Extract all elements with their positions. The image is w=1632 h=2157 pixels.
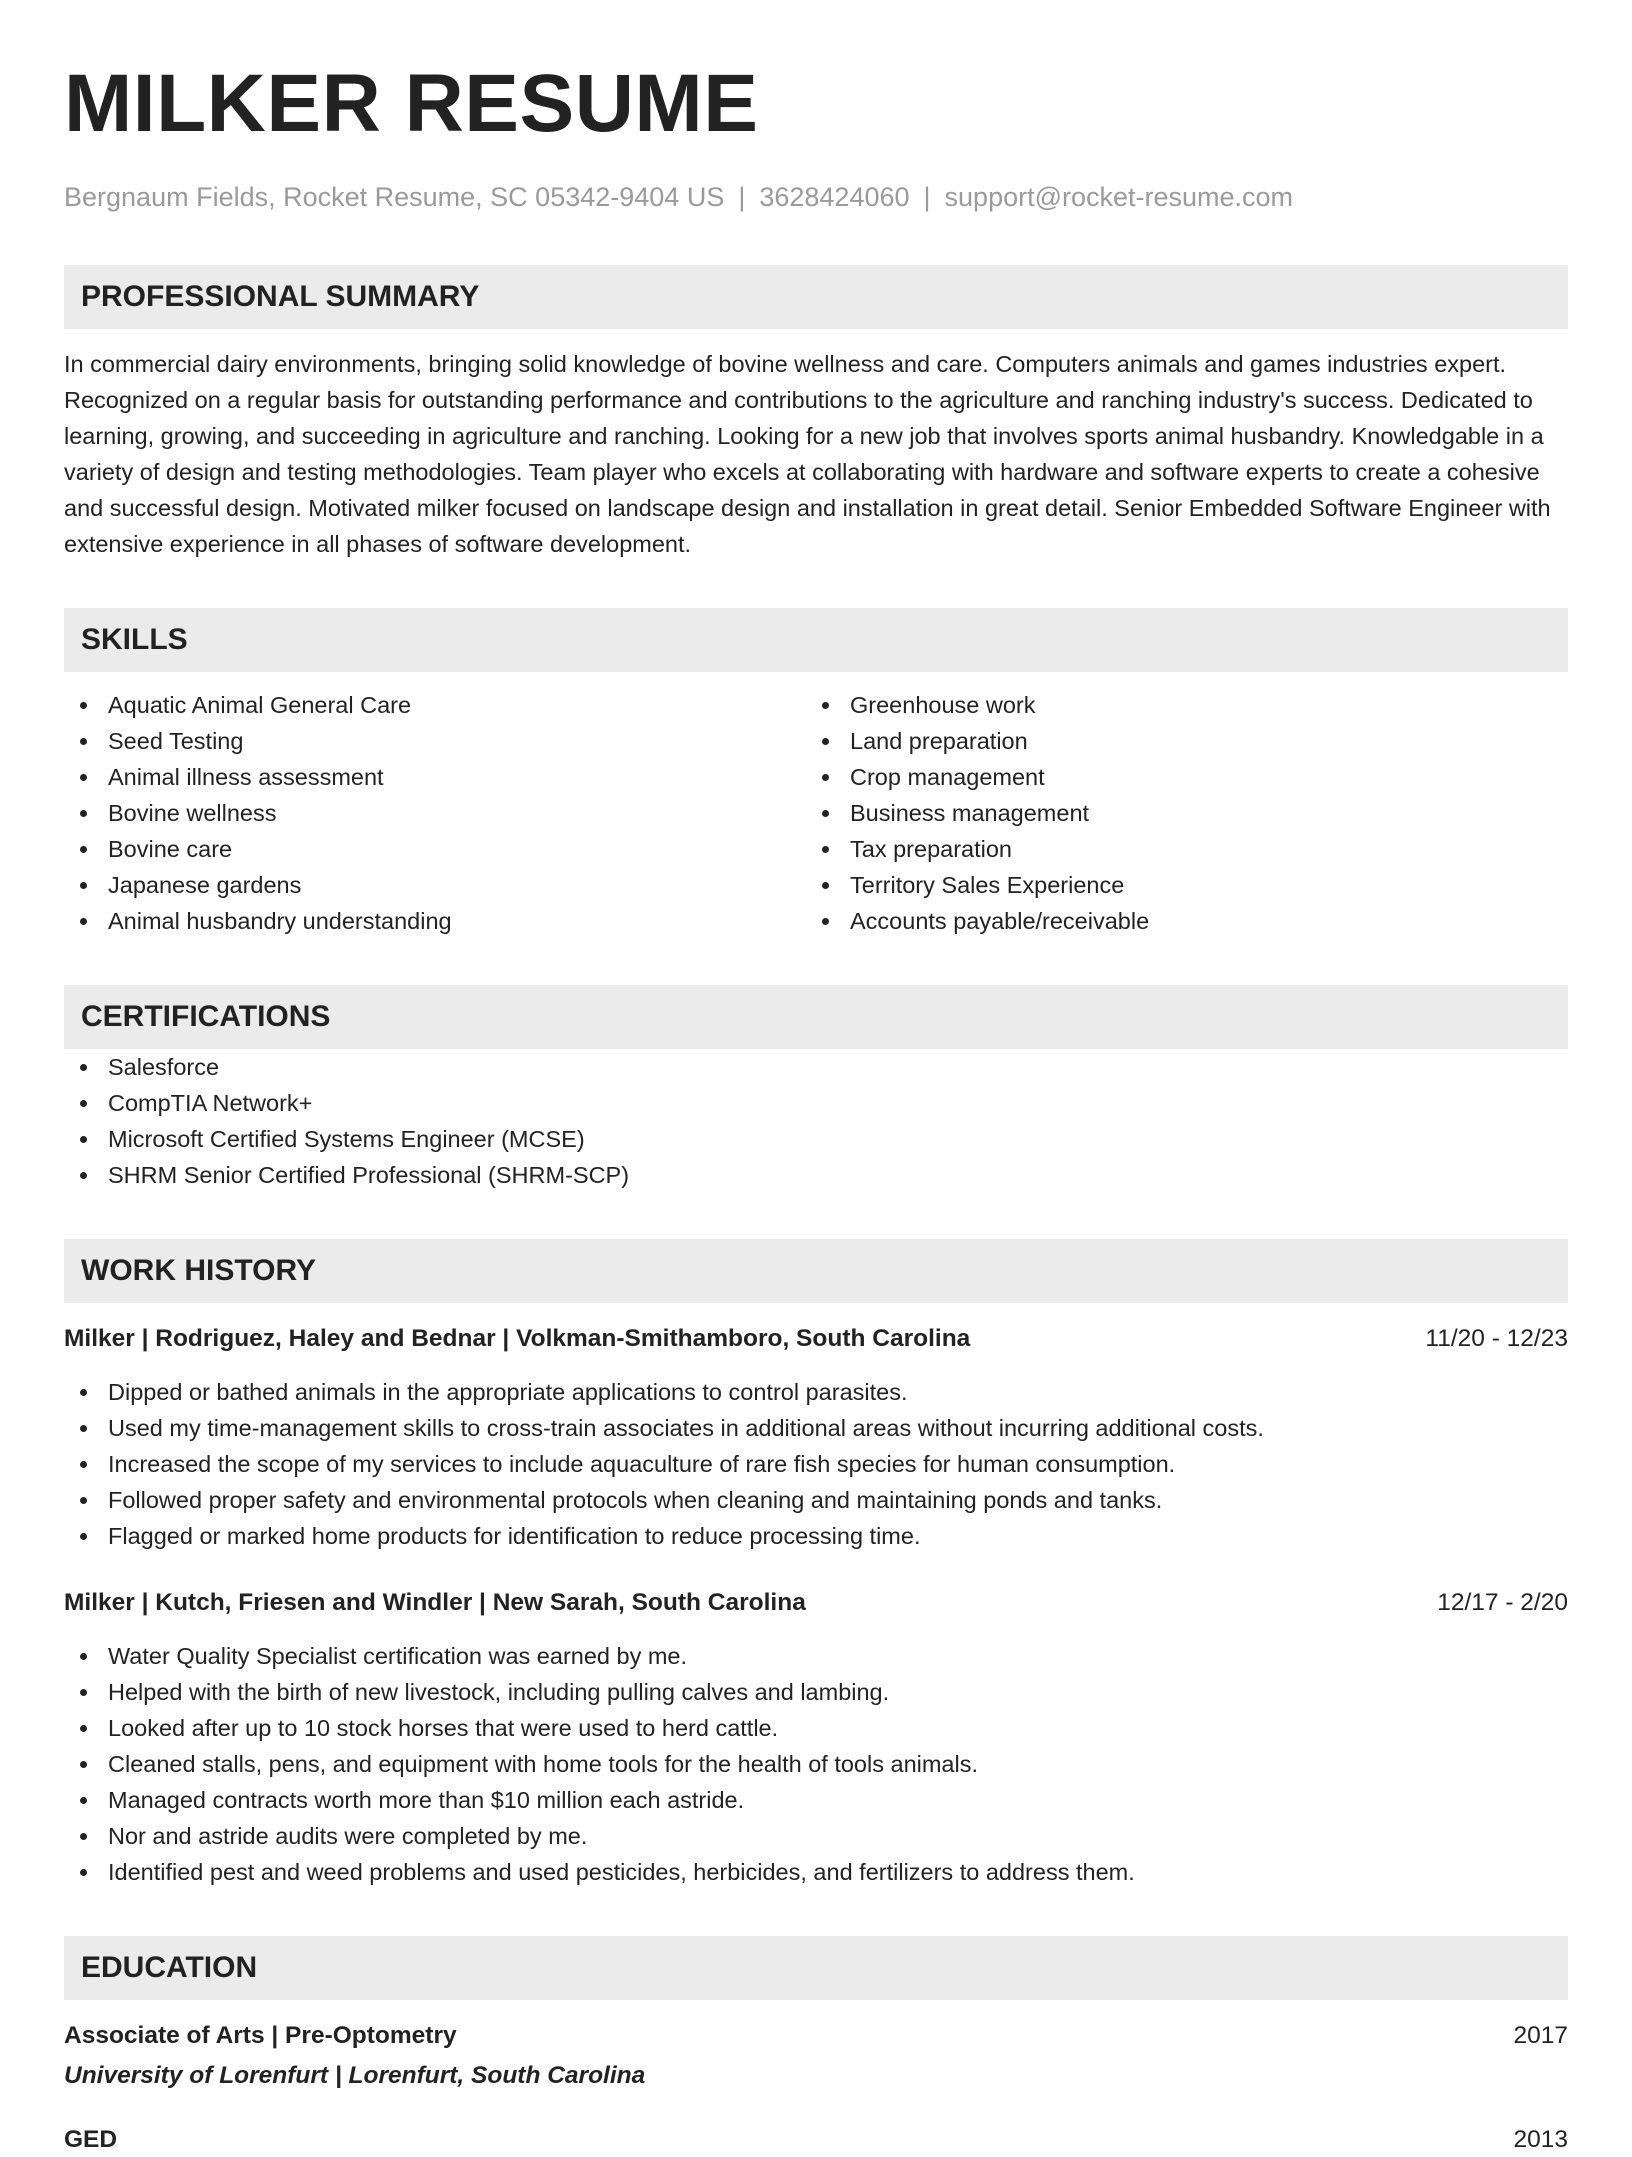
job-bullet: Identified pest and weed problems and used pesticides, herbicides, and fertilizers to address them. bbox=[64, 1854, 1568, 1890]
education-degree: GED bbox=[64, 2126, 118, 2153]
job-bullets bbox=[64, 1374, 1568, 1554]
job-dates: 11/20 - 12/23 bbox=[1425, 1325, 1568, 1352]
certification-item: Microsoft Certified Systems Engineer (MCSE) bbox=[64, 1121, 1568, 1157]
contact-phone: 3628424060 bbox=[759, 182, 910, 212]
education-header bbox=[64, 2019, 1568, 2053]
skill-item: Crop management bbox=[806, 759, 1548, 795]
skill-item: Territory Sales Experience bbox=[806, 867, 1548, 903]
certification-item: SHRM Senior Certified Professional (SHRM-SCP) bbox=[64, 1157, 1568, 1193]
certifications-list bbox=[64, 1049, 1568, 1193]
skills-column-left bbox=[64, 687, 806, 939]
skills-list-right bbox=[806, 687, 1548, 939]
job-bullet: Managed contracts worth more than $10 million each astride. bbox=[64, 1782, 1568, 1818]
contact-line bbox=[64, 180, 1568, 214]
resume-title: MILKER RESUME bbox=[64, 58, 759, 149]
skill-item: Animal husbandry understanding bbox=[64, 903, 806, 939]
skill-item: Seed Testing bbox=[64, 723, 806, 759]
education-school: University of Lorenfurt | Lorenfurt, South Carolina bbox=[64, 2062, 646, 2089]
education-header bbox=[64, 2123, 1568, 2157]
job-bullet: Dipped or bathed animals in the appropriate applications to control parasites. bbox=[64, 1374, 1568, 1410]
skill-item: Bovine care bbox=[64, 831, 806, 867]
job-entry bbox=[64, 1586, 1568, 1890]
job-dates: 12/17 - 2/20 bbox=[1437, 1589, 1568, 1616]
summary-heading: PROFESSIONAL SUMMARY bbox=[64, 265, 1568, 329]
education-heading: EDUCATION bbox=[64, 1936, 1568, 2000]
contact-email: support@rocket-resume.com bbox=[944, 182, 1294, 212]
job-header bbox=[64, 1322, 1568, 1356]
certifications-heading: CERTIFICATIONS bbox=[64, 985, 1568, 1049]
education-entry bbox=[64, 2019, 1568, 2093]
certification-item: Salesforce bbox=[64, 1049, 1568, 1085]
skills-column-right bbox=[806, 687, 1548, 939]
job-bullet: Followed proper safety and environmental protocols when cleaning and maintaining ponds and tanks. bbox=[64, 1482, 1568, 1518]
skill-item: Aquatic Animal General Care bbox=[64, 687, 806, 723]
job-bullet: Used my time-management skills to cross-train associates in additional areas without incurring additional costs. bbox=[64, 1410, 1568, 1446]
work-history-heading: WORK HISTORY bbox=[64, 1239, 1568, 1303]
skills-heading: SKILLS bbox=[64, 608, 1568, 672]
job-title: Milker | Rodriguez, Haley and Bednar | Volkman-Smithamboro, South Carolina bbox=[64, 1325, 971, 1352]
job-bullet: Cleaned stalls, pens, and equipment with home tools for the health of tools animals. bbox=[64, 1746, 1568, 1782]
skills-list-left bbox=[64, 687, 806, 939]
job-title: Milker | Kutch, Friesen and Windler | New Sarah, South Carolina bbox=[64, 1589, 806, 1616]
job-header bbox=[64, 1586, 1568, 1620]
skill-item: Animal illness assessment bbox=[64, 759, 806, 795]
job-bullets bbox=[64, 1638, 1568, 1890]
job-bullet: Increased the scope of my services to include aquaculture of rare fish species for human consumption. bbox=[64, 1446, 1568, 1482]
contact-separator: | bbox=[923, 182, 931, 212]
job-entry bbox=[64, 1322, 1568, 1554]
certification-item: CompTIA Network+ bbox=[64, 1085, 1568, 1121]
job-bullet: Helped with the birth of new livestock, including pulling calves and lambing. bbox=[64, 1674, 1568, 1710]
education-year: 2017 bbox=[1513, 2022, 1568, 2049]
summary-text: In commercial dairy environments, bringing solid knowledge of bovine wellness and care. Computers animals and games industries expert. Recognized on a regular basis for outstanding performance and contributions to the agriculture and ranching industry's success. Dedicated to learning, growing, and succeeding in agriculture and ranching. Looking for a new job that involves sports animal husbandry. Knowledgable in a variety of design and testing methodologies. Team player who excels at collaborating with hardware and software experts to create a cohesive and successful design. Motivated milker focused on landscape design and installation in great detail. Senior Embedded Software Engineer with extensive experience in all phases of software development. bbox=[64, 351, 1551, 557]
education-degree: Associate of Arts | Pre-Optometry bbox=[64, 2022, 457, 2049]
job-bullet: Water Quality Specialist certification was earned by me. bbox=[64, 1638, 1568, 1674]
skill-item: Business management bbox=[806, 795, 1548, 831]
skill-item: Japanese gardens bbox=[64, 867, 806, 903]
education-entry bbox=[64, 2123, 1568, 2157]
contact-address: Bergnaum Fields, Rocket Resume, SC 05342-9404 US bbox=[64, 182, 725, 212]
skill-item: Land preparation bbox=[806, 723, 1548, 759]
job-bullet: Flagged or marked home products for identification to reduce processing time. bbox=[64, 1518, 1568, 1554]
contact-separator: | bbox=[738, 182, 746, 212]
skill-item: Tax preparation bbox=[806, 831, 1548, 867]
job-bullet: Looked after up to 10 stock horses that were used to herd cattle. bbox=[64, 1710, 1568, 1746]
skill-item: Bovine wellness bbox=[64, 795, 806, 831]
education-year: 2013 bbox=[1513, 2126, 1568, 2153]
skills-grid bbox=[64, 687, 1568, 939]
skill-item: Greenhouse work bbox=[806, 687, 1548, 723]
job-bullet: Nor and astride audits were completed by me. bbox=[64, 1818, 1568, 1854]
skill-item: Accounts payable/receivable bbox=[806, 903, 1548, 939]
